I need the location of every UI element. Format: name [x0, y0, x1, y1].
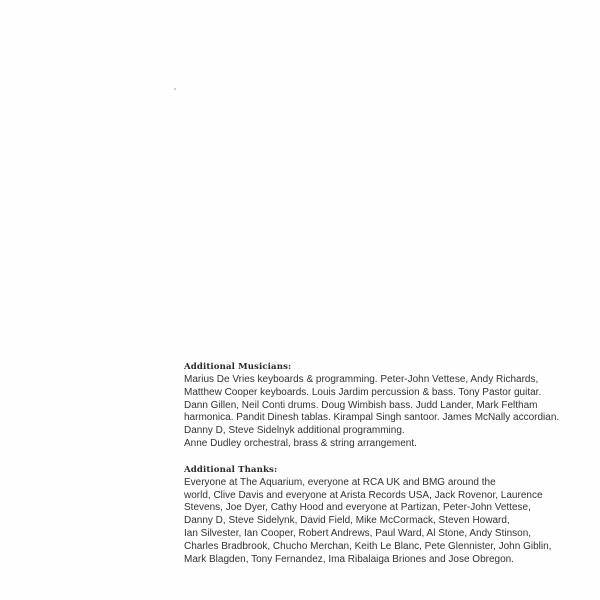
- credit-line: harmonica. Pandit Dinesh tablas. Kirampal Singh santoor. James McNally accordian.: [184, 412, 560, 424]
- credits-block: [184, 361, 584, 566]
- section-heading: Additional Thanks:: [184, 464, 278, 475]
- credit-line: Mark Blagden, Tony Fernandez, Ima Ribalaiga Briones and Jose Obregon.: [184, 553, 515, 565]
- section-heading: Additional Musicians:: [184, 362, 292, 372]
- credit-line: Matthew Cooper keyboards. Louis Jardim percussion & bass. Tony Pastor guitar.: [184, 386, 542, 398]
- additional-thanks-section: [184, 464, 584, 567]
- credit-line: Stevens, Joe Dyer, Cathy Hood and everyone at Partizan, Peter-John Vettese,: [184, 502, 531, 514]
- additional-musicians-section: [184, 361, 584, 451]
- credit-line: Marius De Vries keyboards & programming. Peter-John Vettese, Andy Richards,: [184, 374, 539, 385]
- print-speck: [174, 88, 176, 90]
- credit-line: Charles Bradbrook, Chucho Merchan, Keith Le Blanc, Pete Glennister, John Giblin,: [184, 540, 552, 552]
- credit-line: world, Clive Davis and everyone at Arista Records USA, Jack Rovenor, Laurence: [184, 489, 543, 501]
- credit-line: Ian Silvester, Ian Cooper, Robert Andrews, Paul Ward, Al Stone, Andy Stinson,: [184, 527, 532, 539]
- credit-line: Danny D, Steve Sidelynk, David Field, Mike McCormack, Steven Howard,: [184, 515, 510, 527]
- credit-line: Danny D, Steve Sidelnyk additional programming.: [184, 425, 405, 437]
- credit-line: Everyone at The Aquarium, everyone at RCA UK and BMG around the: [184, 476, 496, 488]
- credit-line: Anne Dudley orchestral, brass & string arrangement.: [184, 437, 417, 449]
- credit-line: Dann Gillen, Neil Conti drums. Doug Wimbish bass. Judd Lander, Mark Feltham: [184, 399, 538, 411]
